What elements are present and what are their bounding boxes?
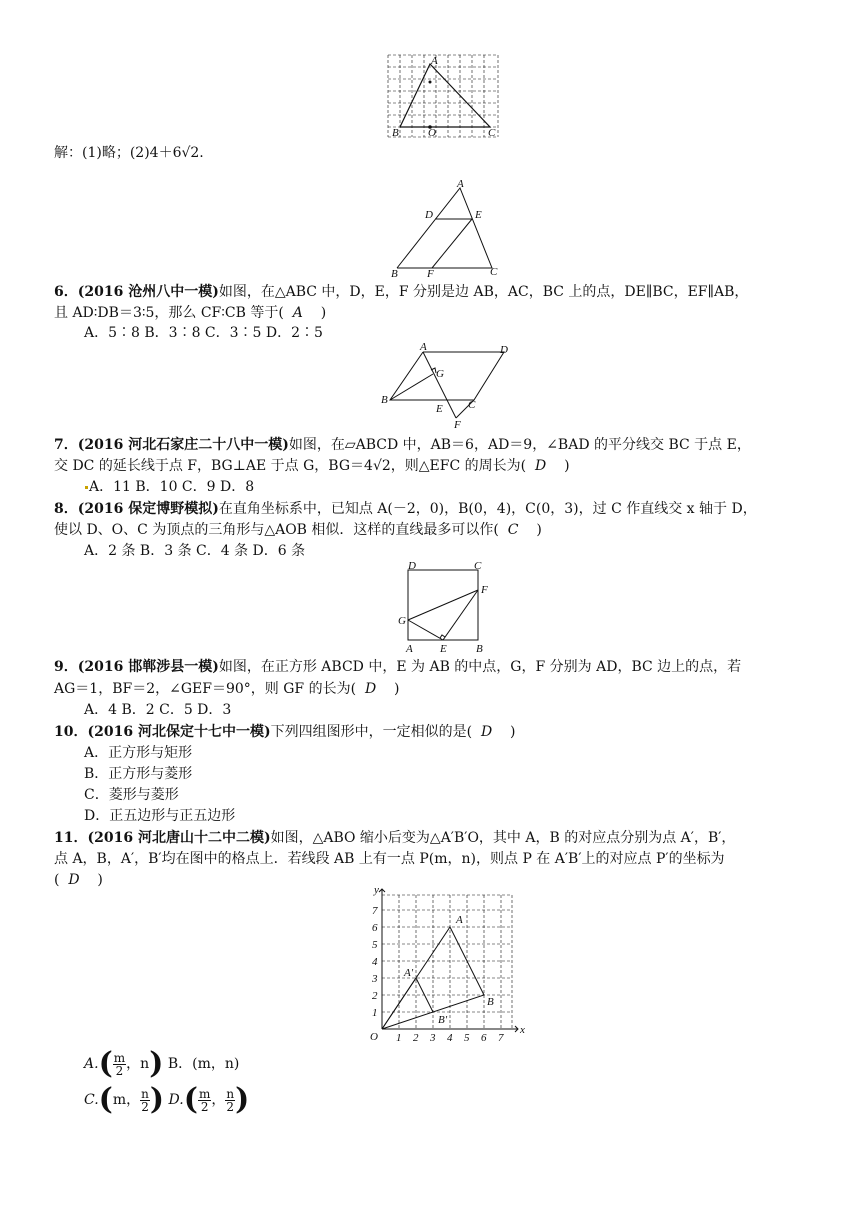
top-grid-figure <box>385 52 505 142</box>
fig-label: E <box>436 403 443 415</box>
x-tick: 5 <box>464 1032 470 1043</box>
q10-number: 10． <box>54 724 88 740</box>
fig-label: D <box>408 560 416 572</box>
axis-label: x <box>520 1024 525 1036</box>
q8-line2 <box>54 520 542 540</box>
fraction: $\frac{m}{2}$ <box>198 1086 211 1114</box>
q7-line2 <box>54 456 570 476</box>
q11-options-ab: A.( $\frac{m}{2}$ ，n) B．(m，n) <box>84 1046 240 1081</box>
q10-option-b: B．正方形与菱形 <box>84 766 193 782</box>
fig-label: A <box>406 643 413 655</box>
q11-number: 11． <box>54 830 88 846</box>
fig-label: B <box>391 268 398 278</box>
axis-label: O <box>370 1031 378 1043</box>
q11-line2: 点 A，B，A′，B′均在图中的格点上．若线段 AB 上有一点 P(m，n)，则点 P 在 A′B′上的对应点 P′的坐标为 <box>54 851 725 867</box>
q6-line2 <box>54 303 326 323</box>
mark-dot <box>85 486 88 489</box>
q11-opt-b: B．(m，n) <box>167 1056 240 1072</box>
fig-label: C <box>490 266 498 278</box>
q6-figure <box>385 178 505 278</box>
q11-answer: D <box>68 872 80 888</box>
q7-close: ) <box>564 458 570 474</box>
fig-label: F <box>454 419 461 430</box>
q7-answer: D <box>535 458 547 474</box>
q11-close: ) <box>97 872 103 888</box>
fig-label: C <box>488 127 496 139</box>
y-tick: 2 <box>372 990 378 1002</box>
q9-close: ) <box>394 681 400 697</box>
fig-label: B <box>381 394 388 406</box>
q6-answer: A <box>292 305 303 321</box>
q11-source: (2016 河北唐山十二中二模) <box>87 830 271 846</box>
q9-text2: AG＝1，BF＝2，∠GEF＝90°，则 GF 的长为( <box>54 681 357 697</box>
x-tick: 7 <box>498 1032 504 1043</box>
y-tick: 5 <box>372 939 378 951</box>
fig-label: A <box>420 341 427 353</box>
q7-options-text: A．11 B．10 C．9 D．8 <box>89 479 255 495</box>
q10-option-a: A．正方形与矩形 <box>84 745 193 761</box>
q7-line1 <box>54 435 751 455</box>
q8-options: A．2 条 B．3 条 C．4 条 D．6 条 <box>84 543 306 559</box>
fraction: $\frac{m}{2}$ <box>113 1050 126 1078</box>
fig-label: B <box>392 127 399 139</box>
point-label: A <box>456 914 463 926</box>
x-tick: 3 <box>430 1032 436 1043</box>
q8-close: ) <box>536 522 542 538</box>
q11-line3 <box>54 870 103 890</box>
fig-label: G <box>398 615 406 627</box>
q6-text2: 且 AD∶DB＝3∶5，那么 CF∶CB 等于( <box>54 305 284 321</box>
q7-options <box>84 477 254 497</box>
q11-line1 <box>54 828 735 848</box>
fig-label: D <box>425 209 433 221</box>
fig-label: O <box>428 127 436 139</box>
q11-open: ( <box>54 872 60 888</box>
fig-label: E <box>440 643 447 655</box>
q11-options-cd: C.(m， $\frac{n}{2}$ ) D.( $\frac{m}{2}$ ， $\frac{n}{2}$ ) <box>84 1082 250 1117</box>
fig-label: C <box>474 560 482 572</box>
q7-figure <box>378 340 518 430</box>
q9-answer: D <box>364 681 377 697</box>
q7-source: (2016 河北石家庄二十八中一模) <box>77 437 289 453</box>
point-label: B <box>487 996 494 1008</box>
fig-label: A <box>431 55 438 67</box>
q8-text2: 使以 D、O、C 为顶点的三角形与△AOB 相似．这样的直线最多可以作( <box>54 522 499 538</box>
fig-label: D <box>500 344 508 356</box>
y-tick: 6 <box>372 922 378 934</box>
x-tick: 2 <box>413 1032 419 1043</box>
q7-number: 7． <box>54 437 78 453</box>
solution-line: 解：(1)略；(2)4＋6√2. <box>54 145 204 161</box>
q10-text1: 下列四组图形中，一定相似的是( <box>270 724 473 740</box>
q7-text1: 如图，在▱ABCD 中，AB＝6，AD＝9，∠BAD 的平分线交 BC 于点 E， <box>288 437 751 453</box>
q6-options: A．5∶8 B．3∶8 C．3∶5 D．2∶5 <box>84 325 323 341</box>
fig-label: B <box>476 643 483 655</box>
fig-label: F <box>481 584 488 596</box>
q11-coordinate-figure <box>360 883 530 1043</box>
fraction: $\frac{n}{2}$ <box>141 1086 149 1114</box>
q9-options: A．4 B．2 C．5 D．3 <box>84 702 232 718</box>
x-tick: 6 <box>481 1032 487 1043</box>
point-label: A′ <box>404 967 414 979</box>
q8-source: (2016 保定博野模拟) <box>77 501 219 517</box>
q9-line1 <box>54 657 741 677</box>
q8-number: 8． <box>54 501 78 517</box>
q11-text1: 如图，△ABO 缩小后变为△A′B′O，其中 A，B 的对应点分别为点 A′，B′， <box>270 830 736 846</box>
q8-answer: C <box>507 522 519 538</box>
q6-text1: 如图，在△ABC 中，D，E，F 分别是边 AB，AC，BC 上的点，DE∥BC，EF∥AB， <box>218 284 749 300</box>
q11-opt-c-label: C. <box>84 1092 99 1108</box>
axis-label: y <box>374 884 379 896</box>
q9-number: 9． <box>54 659 78 675</box>
q6-line1 <box>54 282 748 302</box>
q6-source: (2016 沧州八中一模) <box>77 284 219 300</box>
q9-line2 <box>54 679 399 699</box>
q10-line1 <box>54 722 515 742</box>
q10-answer: D <box>480 724 493 740</box>
fig-label: E <box>475 209 482 221</box>
q10-source: (2016 河北保定十七中一模) <box>87 724 271 740</box>
x-tick: 1 <box>396 1032 402 1043</box>
q9-source: (2016 邯郸涉县一模) <box>77 659 219 675</box>
x-tick: 4 <box>447 1032 453 1043</box>
point-label: B′ <box>438 1014 448 1026</box>
y-tick: 4 <box>372 956 378 968</box>
q8-line1 <box>54 499 757 519</box>
q7-text2: 交 DC 的延长线于点 F，BG⊥AE 于点 G，BG＝4√2，则△EFC 的周长为( <box>54 458 527 474</box>
fig-label: F <box>427 268 434 278</box>
q11-opt-a-label: A. <box>84 1056 99 1072</box>
q10-option-c: C．菱形与菱形 <box>84 787 179 803</box>
q11-opt-d-label: D. <box>168 1092 184 1108</box>
q6-number: 6． <box>54 284 78 300</box>
fig-label: C <box>468 399 476 411</box>
q6-close: ) <box>320 305 327 321</box>
q9-figure <box>396 560 496 655</box>
q10-close: ) <box>510 724 516 740</box>
q9-text1: 如图，在正方形 ABCD 中，E 为 AB 的中点，G，F 分别为 AD，BC 边上的点，若 <box>218 659 742 675</box>
fig-label: A <box>457 178 464 190</box>
y-tick: 1 <box>372 1007 378 1019</box>
q10-option-d: D．正五边形与正五边形 <box>84 808 236 824</box>
fig-label: G <box>436 368 444 380</box>
q8-text1: 在直角坐标系中，已知点 A(－2，0)，B(0，4)，C(0，3)，过 C 作直线交 x 轴于 D， <box>218 501 757 517</box>
y-tick: 3 <box>372 973 378 985</box>
y-tick: 7 <box>372 905 378 917</box>
fraction: $\frac{n}{2}$ <box>226 1086 235 1114</box>
